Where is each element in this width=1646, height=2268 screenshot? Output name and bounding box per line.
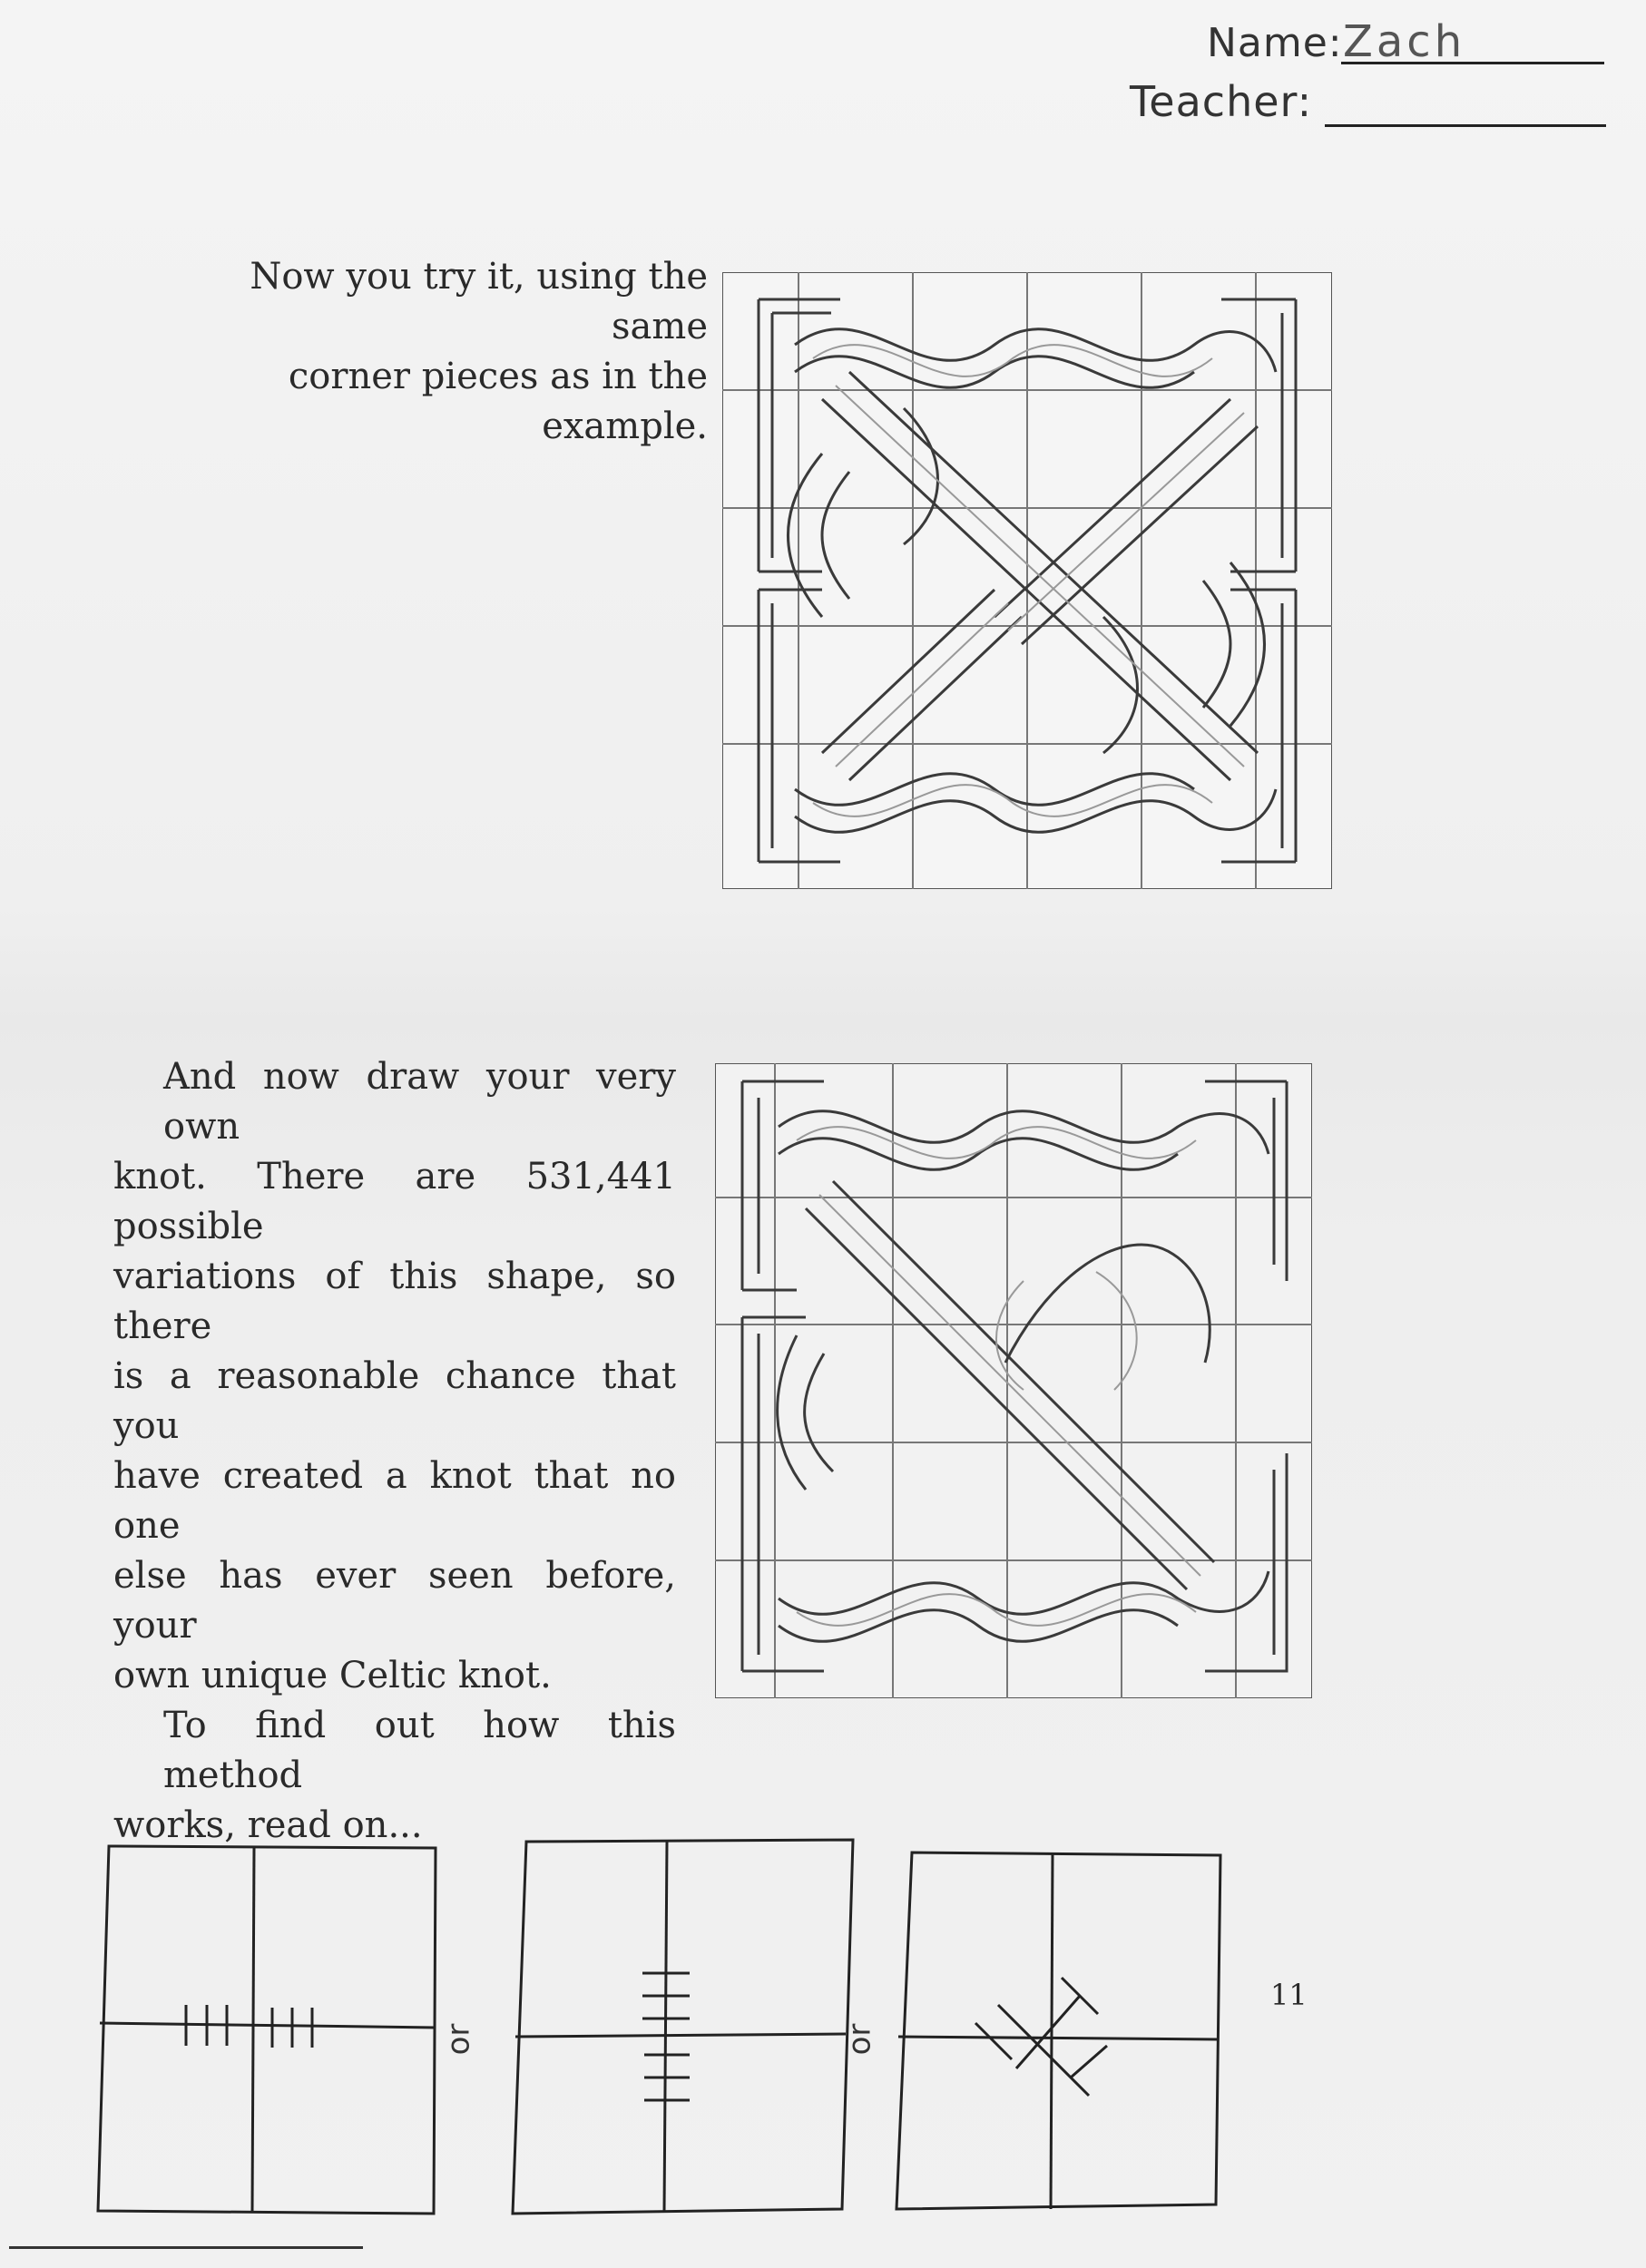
name-value[interactable]: Zach (1343, 16, 1466, 67)
teacher-label: Teacher: (1130, 77, 1313, 126)
name-label: Name: (1207, 20, 1343, 66)
crossing-option-diagonal-ticks (889, 1842, 1225, 2218)
teacher-underline[interactable] (1325, 124, 1606, 127)
instruction-line: is a reasonable chance that you (113, 1355, 676, 1447)
instruction-line: works, read on... (113, 1804, 423, 1846)
page-number: 11 (1270, 1978, 1308, 2012)
celtic-knot-grid-2[interactable] (715, 1063, 1312, 1698)
or-connector-label: or (440, 2023, 477, 2056)
or-connector-label: or (841, 2023, 878, 2056)
instruction-draw-own (113, 1052, 676, 1851)
instruction-line: knot. There are 531,441 possible (113, 1156, 676, 1247)
celtic-knot-grid-1[interactable] (722, 272, 1332, 889)
name-field (1207, 18, 1606, 73)
instruction-try-it (145, 252, 708, 452)
teacher-field (1130, 77, 1611, 132)
name-underline (1341, 62, 1604, 64)
instruction-line: own unique Celtic knot. (113, 1655, 552, 1696)
instruction-line: corner pieces as in the example. (288, 356, 708, 447)
crossing-option-vertical-ticks (508, 1833, 857, 2218)
instruction-line: else has ever seen before, your (113, 1555, 676, 1647)
instruction-line: Now you try it, using the same (250, 256, 708, 347)
instruction-line: To find out how this method (163, 1705, 676, 1796)
instruction-line: And now draw your very own (163, 1056, 676, 1148)
bottom-rule (9, 2246, 363, 2249)
instruction-line: have created a knot that no one (113, 1455, 676, 1547)
instruction-line: variations of this shape, so there (113, 1256, 676, 1347)
crossing-option-horizontal-ticks (91, 1837, 445, 2218)
